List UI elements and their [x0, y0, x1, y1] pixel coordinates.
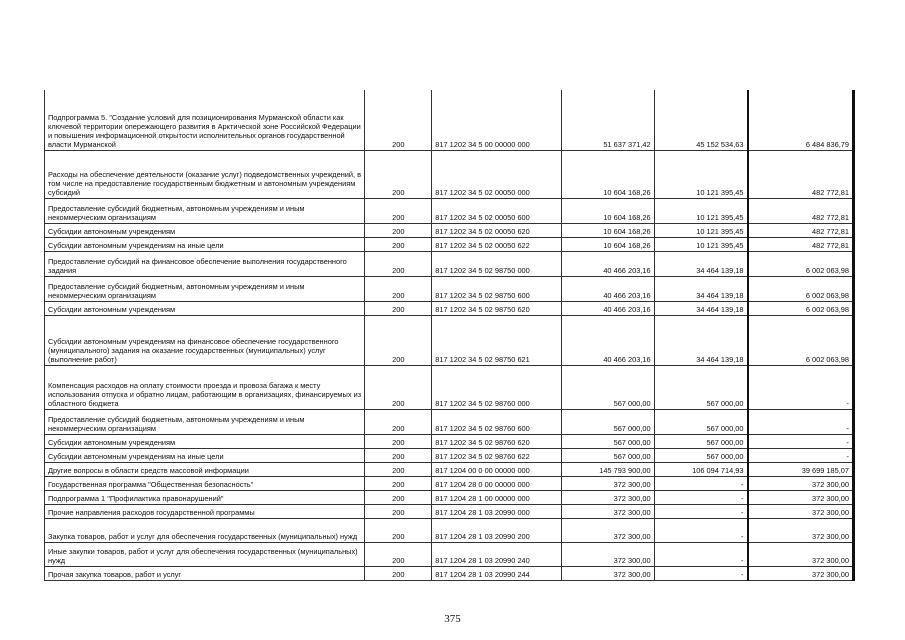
- row-value-1: 40 466 203,16: [561, 315, 654, 365]
- row-value-2: 10 121 395,45: [654, 150, 747, 198]
- row-name: Предоставление субсидий бюджетным, автономным учреждениям и иным некоммерческим организациям: [45, 276, 365, 301]
- row-value-1: 40 466 203,16: [561, 251, 654, 276]
- table-row: [45, 150, 854, 198]
- row-code: 200: [365, 315, 432, 365]
- table-row: [45, 251, 854, 276]
- row-code: 200: [365, 276, 432, 301]
- row-value-3: 372 300,00: [748, 542, 854, 566]
- row-classification: 817 1202 34 5 02 98750 600: [432, 276, 561, 301]
- row-classification: 817 1202 34 5 02 98750 621: [432, 315, 561, 365]
- row-value-2: -: [654, 476, 747, 490]
- table-row: [45, 237, 854, 251]
- row-value-3: 6 002 063,98: [748, 301, 854, 315]
- row-value-2: 45 152 534,63: [654, 90, 747, 150]
- budget-table: [44, 90, 855, 581]
- row-name: Закупка товаров, работ и услуг для обеспечения государственных (муниципальных) нужд: [45, 518, 365, 542]
- page-number: 375: [444, 613, 461, 625]
- row-classification: 817 1202 34 5 02 98760 622: [432, 448, 561, 462]
- row-classification: 817 1202 34 5 02 00050 600: [432, 198, 561, 223]
- row-name: Прочие направления расходов государственной программы: [45, 504, 365, 518]
- row-value-3: 6 002 063,98: [748, 315, 854, 365]
- row-value-3: 6 002 063,98: [748, 251, 854, 276]
- table-row: [45, 365, 854, 409]
- row-value-1: 51 637 371,42: [561, 90, 654, 150]
- row-value-2: -: [654, 490, 747, 504]
- row-classification: 817 1202 34 5 02 00050 620: [432, 223, 561, 237]
- row-value-3: -: [748, 365, 854, 409]
- row-name: Другие вопросы в области средств массовой информации: [45, 462, 365, 476]
- row-value-1: 10 604 168,26: [561, 223, 654, 237]
- row-value-1: 40 466 203,16: [561, 276, 654, 301]
- row-value-2: -: [654, 566, 747, 580]
- row-value-2: 10 121 395,45: [654, 198, 747, 223]
- row-value-2: -: [654, 518, 747, 542]
- row-code: 200: [365, 409, 432, 434]
- row-classification: 817 1204 28 1 03 20990 000: [432, 504, 561, 518]
- row-value-3: 372 300,00: [748, 476, 854, 490]
- row-name: Субсидии автономным учреждениям: [45, 434, 365, 448]
- row-name: Субсидии автономным учреждениям: [45, 223, 365, 237]
- row-value-3: 372 300,00: [748, 504, 854, 518]
- row-name: Компенсация расходов на оплату стоимости проезда и провоза багажа к месту использования отпуска и обратно лицам, работающим в организациях, финансируемых из областного бюджета: [45, 365, 365, 409]
- row-name: Субсидии автономным учреждениям на иные цели: [45, 448, 365, 462]
- row-name: Иные закупки товаров, работ и услуг для обеспечения государственных (муниципальных) нужд: [45, 542, 365, 566]
- row-classification: 817 1204 28 1 00 00000 000: [432, 490, 561, 504]
- row-classification: 817 1204 28 1 03 20990 200: [432, 518, 561, 542]
- row-name: Подпрограмма 5. "Создание условий для позиционирования Мурманской области как ключевой территории опережающего развития в Арктической зоне Российской Федерации и повышения информационной открытости исполнительных органов государственной власти Мурманской: [45, 90, 365, 150]
- row-value-3: 482 772,81: [748, 237, 854, 251]
- row-value-3: -: [748, 409, 854, 434]
- table-row: [45, 301, 854, 315]
- row-value-3: 372 300,00: [748, 518, 854, 542]
- row-code: 200: [365, 251, 432, 276]
- row-classification: 817 1204 28 1 03 20990 244: [432, 566, 561, 580]
- row-code: 200: [365, 566, 432, 580]
- row-value-1: 40 466 203,16: [561, 301, 654, 315]
- row-value-3: 39 699 185,07: [748, 462, 854, 476]
- row-value-3: 482 772,81: [748, 150, 854, 198]
- row-name: Предоставление субсидий бюджетным, автономным учреждениям и иным некоммерческим организациям: [45, 198, 365, 223]
- row-code: 200: [365, 462, 432, 476]
- row-name: Субсидии автономным учреждениям: [45, 301, 365, 315]
- row-value-2: 34 464 139,18: [654, 301, 747, 315]
- row-code: 200: [365, 90, 432, 150]
- table-row: [45, 276, 854, 301]
- row-value-2: -: [654, 542, 747, 566]
- row-value-1: 372 300,00: [561, 476, 654, 490]
- row-code: 200: [365, 365, 432, 409]
- row-classification: 817 1202 34 5 00 00000 000: [432, 90, 561, 150]
- row-value-1: 567 000,00: [561, 409, 654, 434]
- table-row: [45, 409, 854, 434]
- row-classification: 817 1202 34 5 02 98760 000: [432, 365, 561, 409]
- row-value-1: 372 300,00: [561, 518, 654, 542]
- row-value-2: 567 000,00: [654, 365, 747, 409]
- row-name: Государственная программа "Общественная безопасность": [45, 476, 365, 490]
- row-classification: 817 1202 34 5 02 98750 620: [432, 301, 561, 315]
- row-code: 200: [365, 476, 432, 490]
- row-value-2: 567 000,00: [654, 409, 747, 434]
- row-value-1: 567 000,00: [561, 434, 654, 448]
- row-value-3: -: [748, 434, 854, 448]
- row-value-3: 482 772,81: [748, 198, 854, 223]
- row-code: 200: [365, 150, 432, 198]
- row-value-1: 372 300,00: [561, 542, 654, 566]
- row-value-2: 10 121 395,45: [654, 223, 747, 237]
- row-code: 200: [365, 301, 432, 315]
- row-code: 200: [365, 223, 432, 237]
- row-value-1: 567 000,00: [561, 448, 654, 462]
- table-row: [45, 476, 854, 490]
- table-row: [45, 434, 854, 448]
- table-row: [45, 518, 854, 542]
- table-row: [45, 490, 854, 504]
- row-code: 200: [365, 542, 432, 566]
- row-name: Расходы на обеспечение деятельности (оказание услуг) подведомственных учреждений, в том числе на предоставление государственным бюджетным и автономным учреждениям субсидий: [45, 150, 365, 198]
- row-value-1: 10 604 168,26: [561, 198, 654, 223]
- row-code: 200: [365, 448, 432, 462]
- row-classification: 817 1202 34 5 02 98760 600: [432, 409, 561, 434]
- row-code: 200: [365, 490, 432, 504]
- table-row: [45, 90, 854, 150]
- table-row: [45, 462, 854, 476]
- row-value-2: 34 464 139,18: [654, 251, 747, 276]
- row-value-2: 34 464 139,18: [654, 315, 747, 365]
- table-row: [45, 542, 854, 566]
- row-value-3: -: [748, 448, 854, 462]
- table-row: [45, 566, 854, 580]
- row-code: 200: [365, 504, 432, 518]
- row-code: 200: [365, 518, 432, 542]
- row-value-1: 567 000,00: [561, 365, 654, 409]
- row-value-1: 145 793 900,00: [561, 462, 654, 476]
- row-value-1: 372 300,00: [561, 490, 654, 504]
- row-name: Субсидии автономным учреждениям на иные цели: [45, 237, 365, 251]
- row-code: 200: [365, 434, 432, 448]
- row-classification: 817 1202 34 5 02 98760 620: [432, 434, 561, 448]
- row-value-2: -: [654, 504, 747, 518]
- row-classification: 817 1202 34 5 02 00050 622: [432, 237, 561, 251]
- row-classification: 817 1202 34 5 02 98750 000: [432, 251, 561, 276]
- row-name: Предоставление субсидий на финансовое обеспечение выполнения государственного задания: [45, 251, 365, 276]
- row-value-1: 372 300,00: [561, 566, 654, 580]
- row-value-1: 10 604 168,26: [561, 150, 654, 198]
- table-row: [45, 198, 854, 223]
- row-name: Подпрограмма 1 "Профилактика правонарушений": [45, 490, 365, 504]
- row-classification: 817 1204 28 0 00 00000 000: [432, 476, 561, 490]
- table-row: [45, 504, 854, 518]
- row-value-2: 10 121 395,45: [654, 237, 747, 251]
- row-value-3: 372 300,00: [748, 566, 854, 580]
- table-row: [45, 315, 854, 365]
- row-value-3: 6 484 836,79: [748, 90, 854, 150]
- row-value-1: 372 300,00: [561, 504, 654, 518]
- row-code: 200: [365, 237, 432, 251]
- row-classification: 817 1202 34 5 02 00050 000: [432, 150, 561, 198]
- row-name: Субсидии автономным учреждениям на финансовое обеспечение государственного (муниципального) задания на оказание государственных (муниципальных) услуг (выполнение работ): [45, 315, 365, 365]
- row-value-3: 482 772,81: [748, 223, 854, 237]
- row-value-2: 567 000,00: [654, 448, 747, 462]
- table-row: [45, 223, 854, 237]
- table-row: [45, 448, 854, 462]
- row-name: Предоставление субсидий бюджетным, автономным учреждениям и иным некоммерческим организациям: [45, 409, 365, 434]
- row-value-1: 10 604 168,26: [561, 237, 654, 251]
- row-value-3: 372 300,00: [748, 490, 854, 504]
- row-name: Прочая закупка товаров, работ и услуг: [45, 566, 365, 580]
- row-classification: 817 1204 28 1 03 20990 240: [432, 542, 561, 566]
- row-value-2: 34 464 139,18: [654, 276, 747, 301]
- row-value-3: 6 002 063,98: [748, 276, 854, 301]
- row-value-2: 567 000,00: [654, 434, 747, 448]
- row-code: 200: [365, 198, 432, 223]
- row-value-2: 106 094 714,93: [654, 462, 747, 476]
- row-classification: 817 1204 00 0 00 00000 000: [432, 462, 561, 476]
